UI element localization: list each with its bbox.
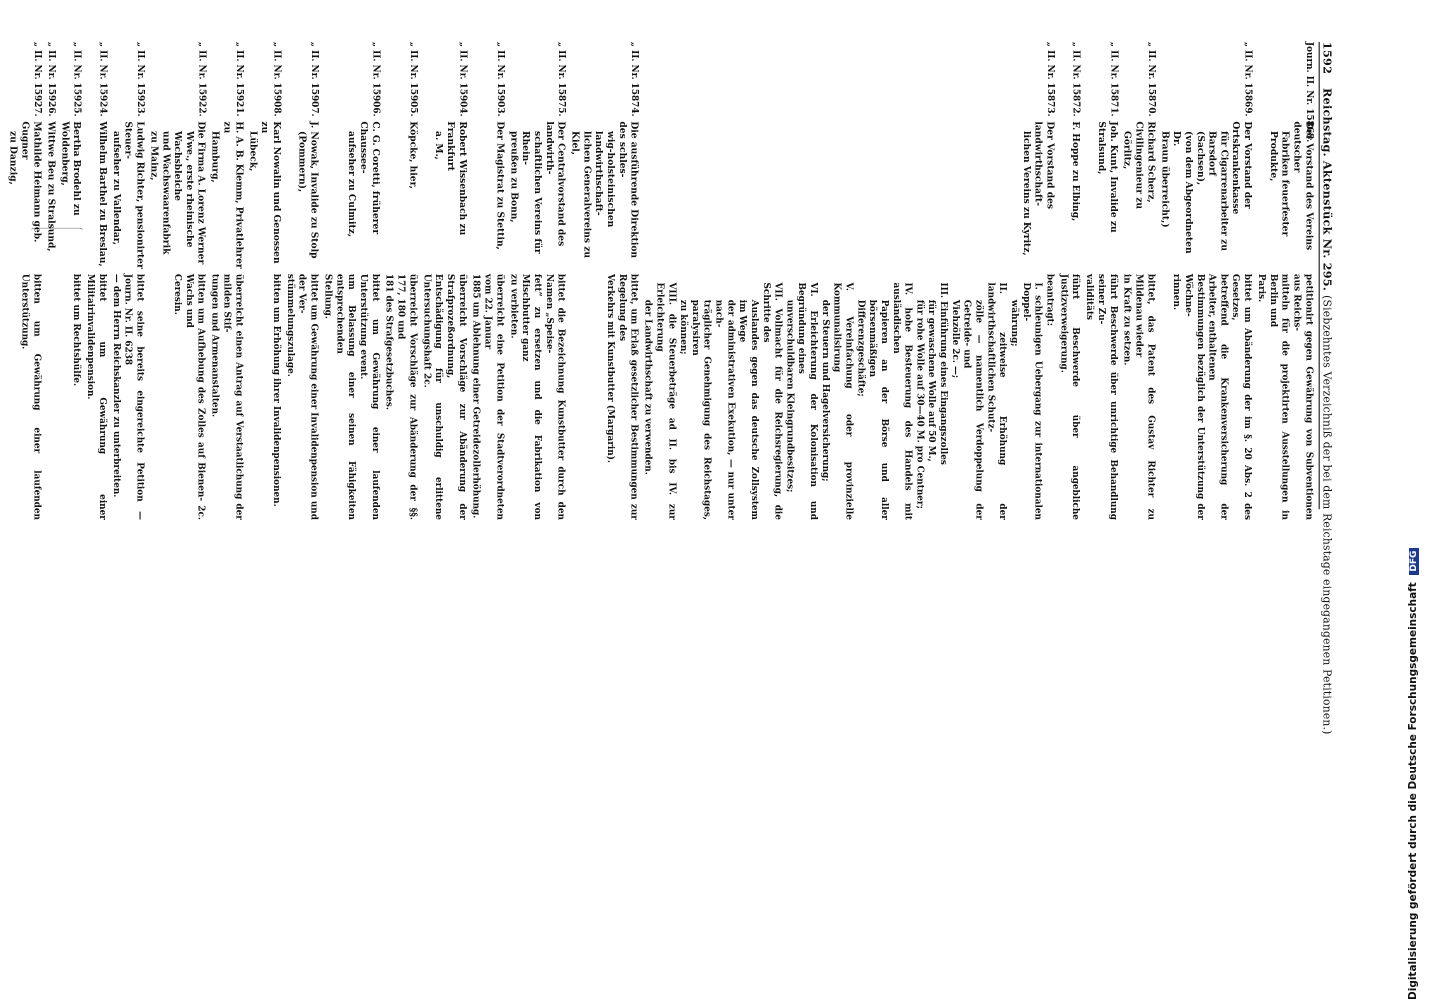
petitioner-line: Der Vorstand der Ortskrankenkasse [1230, 121, 1254, 215]
journal-number-value: II. Nr. 15905. [408, 50, 419, 117]
content-line: bitten um Aufhebung des Zolles auf Bienen- 2c. Wachs und [184, 273, 207, 520]
journal-number [73, 42, 83, 115]
content-line: Entschädigung für unschuldig erlittene Untersuchungshaft 2c. [422, 273, 445, 520]
content-line: bittet um Gewährung einer laufenden Unterstützung event. [358, 273, 381, 520]
petitioner-line: lichen Generalvereins zu Kiel, [569, 131, 593, 259]
petitioner-line: Der Vorstand des Vereins deutscher [1291, 121, 1315, 251]
content-line: bittet um Abänderung der im §. 20 Abs. 2 des Gesetzes, [1231, 273, 1254, 520]
content-line: überreicht Vorschläge zur Abänderung der Strafprozeßordnung, [445, 273, 468, 520]
petitioner-line: C. G. Coretti, früherer Chaussee- [358, 121, 381, 235]
content-line: der Landwirthschaft zu verwenden. [643, 299, 654, 475]
content-line: Papieren an der Börse und aller börsenmäßigen [867, 299, 891, 520]
petitioner-line: Wwe., erste rheinische Wachsbleiche [172, 131, 195, 248]
content-line: bittet, das Patent des Gustav Richter zu Mildenau wieder [1134, 273, 1157, 520]
petitioner-line: Karl Nowalin und Genossen zu [259, 121, 282, 264]
content-line: Auslandes gegen das deutsche Zollsystem im Wege [738, 299, 761, 520]
journal-prefix: „ [46, 41, 57, 47]
content-line: VI. Erleichterung der Kolonisation und Begründung eines [797, 282, 820, 520]
petition-content [285, 274, 320, 520]
journal-prefix: „ [72, 41, 83, 47]
journal-prefix: „ [495, 41, 506, 47]
content-line: — dem Herrn Reichskanzler zu unterbreiten. [111, 273, 122, 498]
petitioner-line: Richard Scherz, Civilingenieur zu [1133, 121, 1157, 210]
petition-content [1084, 274, 1119, 520]
journal-prefix: „ [1109, 41, 1120, 47]
journal-prefix: „ [1243, 41, 1254, 47]
petitioner-line: Ludwig Richter, pensionirter Steuer- [123, 121, 146, 269]
content-line: zu verbieten. [509, 273, 520, 339]
content-line: II. zeitweise Erhöhung der landwirthschaftlichen Schutz- [986, 282, 1009, 520]
content-line: träglicher Genehmigung des Reichstages, paralysiren [690, 299, 713, 520]
journal-number-value: II. Nr. 15906. [371, 50, 382, 117]
content-line: VII. Vollmacht für die Reichsregierung, die Schritte des [761, 282, 784, 520]
journal-number-value: II. Nr. 15904. [458, 50, 469, 117]
petition-content [85, 274, 109, 520]
petition-content [1058, 274, 1082, 520]
journal-prefix: „ [1071, 41, 1082, 47]
content-line: überreicht einen Antrag auf Verstaatlichung der milden Stif- [222, 273, 245, 520]
journal-number-value: II. Nr. 15927. [32, 50, 43, 117]
journal-number-value: II. Nr. 15925. [72, 50, 83, 117]
journal-number-value: II. Nr. 15873. [1045, 50, 1056, 117]
petitioner-line: Hamburg, [210, 131, 221, 183]
journal-number [458, 42, 468, 115]
digitization-credit [1407, 550, 1419, 1000]
journal-number [496, 42, 506, 115]
petition-content [642, 274, 1056, 520]
petitioner-line: J. Nowak, Invalide zu Stolp [308, 121, 320, 259]
journal-number [310, 42, 320, 115]
petitioner [1021, 121, 1056, 269]
content-line: fett“ zu ersetzen und die Fabrikation von Mischbutter ganz [521, 273, 544, 520]
content-line: bittet seine bereits eingereichte Petition — Journ. Nr. II. 6238 [123, 273, 146, 520]
petitioner [1070, 121, 1082, 269]
journal-prefix: „ [556, 41, 568, 47]
content-line: für rohe Wolle auf 30—40 M. pro Centner; [915, 299, 926, 509]
journal-number-value: II. Nr. 15922. [197, 50, 208, 117]
petition-content [271, 274, 283, 520]
journal-number-value: II. Nr. 15875. [556, 50, 568, 117]
page-subtitle: (Siebzehntes Verzeichniß der bei dem Reichstage eingegangenen Petitionen.) [1320, 295, 1334, 735]
journal-prefix: „ [408, 41, 419, 47]
petitioner-line: Die Firma A. Lorenz Werner [196, 121, 207, 265]
petitioner [407, 121, 419, 269]
journal-number [235, 42, 245, 115]
journal-prefix: „ [1146, 41, 1157, 47]
journal-number [1243, 42, 1253, 115]
content-line: Verkehrs mit Kunstbutter (Margarin). [605, 273, 617, 464]
petition-content [508, 274, 567, 520]
petitioner-line: schaftlichen Vereins für Rhein- [520, 131, 544, 254]
petition-content [71, 274, 83, 520]
journal-number-value: II. Nr. 15926. [46, 50, 57, 117]
journal-number [371, 42, 381, 115]
content-line: VIII. die Steuerbeträge ad II. bis IV. zur Erleichterung [655, 282, 678, 520]
content-line: mitteln für die projektirten Ausstellungen in Berlin und [1268, 273, 1291, 520]
content-line: bitten um Erhöhung ihrer Invalidenpensionen. [271, 273, 282, 507]
petitioner-line: Braun überreicht,) [1159, 131, 1171, 228]
petitioner-line: aufseher zu Culmitz, [346, 131, 358, 238]
journal-number [557, 42, 567, 115]
petitioner-line: Bertha Brodehl zu Woldenberg, [59, 121, 83, 216]
petitioner-line: Der Magistrat zu Stettin, [494, 121, 506, 250]
petitioner-line: F. Hoppe zu Elbing, [1070, 121, 1082, 222]
petitioner-line: H. A. B. Klemm, Privatlehrer zu [221, 121, 245, 269]
content-line: bittet die Bezeichnung Kunstbutter durch den Namen „Speise- [544, 273, 567, 520]
content-line: unverschuldbaren Kleingrundbesitzes; [785, 299, 796, 493]
content-line: 181 des Strafgesetzbuches. [384, 273, 395, 410]
petitioner [148, 121, 207, 269]
journal-prefix: „ [1045, 41, 1056, 47]
petitioner [1159, 121, 1254, 269]
page-title: Reichstag. Aktenstück Nr. 295. [1320, 87, 1335, 292]
journal-number [98, 42, 108, 115]
petitioner-line: Der Centralvorstand des landwirth- [544, 121, 567, 247]
petition-content [605, 274, 640, 520]
journal-number-value: II. Nr. 15907. [309, 50, 321, 117]
petitioner [508, 121, 567, 269]
content-line: führt Beschwerde über angebliche Justizverweigerung. [1059, 273, 1082, 520]
journal-number [1109, 42, 1119, 115]
journal-number-value: II. Nr. 15872. [1071, 50, 1082, 117]
petitioner-line: a. M., [433, 131, 445, 160]
petitioner [346, 121, 381, 269]
content-line: der Steuern und Hagelversicherung; [820, 299, 831, 482]
journal-prefix: „ [98, 41, 109, 47]
content-line: 1885 um Ablehnung einer Getreidezollerhöhung. [471, 273, 482, 519]
content-line: Stellung. [323, 273, 334, 319]
journal-prefix: Journ. [1304, 41, 1315, 73]
petition-content [1256, 274, 1315, 520]
content-line: überreicht Vorschläge zur Abänderung der §§. 177, 180 und [396, 273, 419, 520]
journal-number [197, 42, 207, 115]
journal-number [409, 42, 419, 115]
petitioner-line: (Sachsen), [1195, 131, 1206, 186]
content-line: Bestimmungen bezüglich der Unterstützung der Wöchne- [1183, 273, 1206, 520]
petition-content [421, 274, 468, 520]
petitioner-line: Die ausführende Direktion des schles- [617, 121, 640, 259]
journal-prefix: „ [32, 41, 43, 47]
content-line: Differenzgeschäfte; [856, 299, 867, 397]
petitioner-line: Görlitz, [1122, 131, 1133, 170]
journal-number [1304, 41, 1315, 143]
petitioner-line: Robert Wissenbach zu Frankfurt [445, 121, 468, 236]
petition-content [322, 274, 381, 520]
petitioner-line: Fabriken feuerfester Produkte, [1268, 131, 1291, 237]
petitioner [1268, 121, 1315, 269]
petitioner-line: Joh. Kunt, Invalide zu Stralsund, [1096, 121, 1119, 233]
petitioner [111, 121, 146, 269]
content-line: Paris. [1256, 273, 1268, 303]
petition-content [172, 274, 207, 520]
content-line: währung; [1009, 299, 1020, 347]
petitioner-line: aufseher zu Vallendar, [111, 131, 122, 246]
journal-prefix: „ [272, 41, 283, 47]
journal-number [47, 42, 57, 115]
journal-number-value: II. Nr. 15870. [1146, 50, 1157, 117]
petitioner [433, 121, 468, 269]
content-line: betreffend die Krankenversicherung der Arbeiter, enthaltenen [1207, 273, 1230, 520]
petition-content [111, 274, 146, 520]
journal-prefix: „ [197, 41, 208, 47]
petitioner [1122, 121, 1157, 269]
petitioner-line: Köpcke, hier, [407, 121, 419, 189]
petitioner [247, 121, 282, 269]
document-page [8, 0, 1360, 735]
journal-prefix: „ [234, 41, 245, 47]
content-line: IV. hohe Besteuerung des Handels mit ausländischen [891, 282, 914, 520]
content-line: bitten um Gewährung einer laufenden Unterstützung. [20, 273, 43, 520]
petitioner-line: wig-holsteinischen landwirthschaft- [593, 131, 617, 228]
journal-number-value: II. Nr. 15924. [98, 50, 109, 117]
content-line: bittet, um Erlaß gesetzlicher Bestimmungen zur Regelung des [617, 273, 640, 520]
dfg-logo: DFG [1409, 548, 1419, 575]
petition-content [384, 274, 419, 520]
content-line: Viehzölle 2c. —; [950, 299, 961, 379]
content-line: tungen und Armenanstalten. [210, 273, 221, 418]
content-line: stümmelungszulage. [285, 273, 296, 377]
petitioner-line: Mathilde Heimann geb. Gugner [19, 121, 43, 243]
journal-number-value: II. Nr. 15923. [135, 50, 147, 117]
content-line: validitäts [1084, 273, 1096, 321]
content-line: beantragt: [1045, 273, 1056, 327]
petitioner [1096, 121, 1120, 269]
petitioner-line: Wilhelm Barthel zu Breslau, [97, 121, 108, 267]
journal-number [136, 42, 146, 115]
petition-content [1122, 274, 1157, 520]
petitioner [569, 121, 640, 269]
credit-text: Digitalisierung gefördert durch die Deutsche Forschungsgemeinschaft [1407, 582, 1419, 1000]
content-line: I. schleunigen Uebergang zur internationalen Doppel- [1021, 282, 1044, 520]
petitioner [209, 121, 244, 269]
journal-number-value: II. Nr. 15921. [234, 50, 245, 117]
content-line: petitionirt gegen Gewährung von Subventionen aus Reichs- [1292, 273, 1315, 520]
petitioner-line: Der Vorstand des landwirthschaft- [1032, 121, 1056, 210]
content-line: III. Einführung eines Eingangszolles [938, 282, 950, 465]
petitioner-line: zu Danzig, [8, 131, 19, 185]
petitioner-line: (von dem Abgeordneten Dr. [1171, 131, 1195, 254]
petitioner-line: preußen zu Bonn, [508, 131, 520, 223]
page-header [1319, 41, 1335, 735]
journal-prefix: „ [458, 41, 469, 47]
petitioner [97, 121, 109, 269]
content-line: bittet um Gewährung einer Invalidenpension und der Ver- [297, 273, 320, 520]
journal-number [1072, 42, 1082, 115]
petitioner-line: Wittwe Beu zu Stralsund, [45, 121, 57, 252]
content-line: in Kraft zu setzen. [1122, 273, 1133, 366]
content-line: V. Vereinfachung oder provinzielle Kommunalisirung [832, 282, 855, 520]
journal-prefix: „ [630, 41, 641, 47]
journal-number [33, 42, 43, 115]
journal-number-value: II. Nr. 15903. [495, 50, 506, 117]
content-line: führt Beschwerde über unrichtige Behandlung seiner Zu- [1096, 273, 1119, 520]
petitioner-line: und Wachswaarenfabrik zu Mainz, [148, 131, 172, 255]
journal-number [1147, 42, 1157, 115]
journal-number-value: II. Nr. 15868. [1304, 75, 1315, 143]
petitioner [494, 121, 506, 269]
petitioner [59, 121, 83, 269]
petitioner-line: lichen Vereins zu Kyritz, [1021, 131, 1032, 256]
content-line: bittet um Gewährung einer Militairinvalidenpension. [85, 273, 108, 520]
content-line: zölle — namentlich Verdoppelung der Getreide- und [962, 299, 985, 520]
journal-number-value: II. Nr. 15869. [1243, 50, 1254, 117]
journal-prefix: „ [371, 41, 382, 47]
petition-content [19, 274, 43, 520]
grouping-brace [31, 228, 83, 231]
petitioner [8, 121, 43, 269]
journal-number [1046, 42, 1056, 115]
journal-prefix: „ [309, 41, 321, 47]
journal-number-value: II. Nr. 15874. [630, 50, 641, 117]
journal-number-value: II. Nr. 15908. [272, 50, 283, 117]
page-number: 1592 [1320, 41, 1335, 75]
journal-number [272, 42, 282, 115]
content-line: zu können; [678, 299, 690, 355]
petitioner-line: (Pommern), [297, 131, 308, 193]
content-line: bittet um Rechtshülfe. [71, 273, 83, 387]
petitioner [45, 121, 57, 269]
content-line: um Belassung einer seinen Fähigkeiten entsprechenden [335, 273, 358, 520]
content-line: Ceresin. [172, 273, 184, 315]
petitioner-line: für Cigarrenarbeiter zu Barsdorf [1206, 131, 1230, 251]
petition-content [1171, 274, 1254, 520]
petitioner-line: Lübeck, [247, 131, 259, 172]
petition-content [471, 274, 506, 520]
journal-number [630, 42, 640, 115]
content-line: überreicht eine Petition der Stadtverordneten vom 22. Januar [483, 273, 506, 520]
journal-prefix: „ [135, 41, 147, 47]
petition-content [209, 274, 244, 520]
content-line: der administrativen Exekution, — nur unter nach- [714, 299, 737, 520]
journal-number-value: II. Nr. 15871. [1109, 50, 1120, 117]
content-line: für gewaschene Wolle auf 50 M., [927, 299, 938, 462]
content-line: rinnen. [1172, 273, 1183, 311]
petitioner [296, 121, 320, 269]
